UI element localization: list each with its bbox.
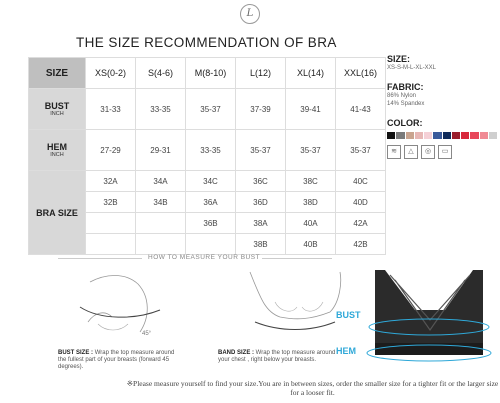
table-cell (136, 234, 186, 255)
table-cell: 39-41 (286, 89, 336, 130)
band-size-caption-text: Wrap the top measure around your chest , right below your breasts. (218, 350, 336, 363)
fabric-line: 14% Spandex (387, 101, 425, 107)
size-col-header: M(8-10) (186, 58, 236, 89)
table-cell: 35-37 (236, 130, 286, 171)
hem-row (29, 130, 386, 171)
size-table (28, 57, 386, 255)
table-cell: 32B (86, 192, 136, 213)
table-cell: 42B (336, 234, 386, 255)
bust-size-caption-text: Wrap the top measure around the fullest part of your breasts (forward 45 degrees). (58, 350, 175, 370)
bra-body (375, 270, 483, 355)
divider-left (58, 258, 142, 259)
size-col-header: XS(0-2) (86, 58, 136, 89)
table-cell: 31-33 (86, 89, 136, 130)
table-cell: 36D (236, 192, 286, 213)
band-size-caption-label: BAND SIZE : (218, 350, 254, 356)
table-cell: 37-39 (236, 89, 286, 130)
color-swatches (387, 132, 497, 139)
table-cell (186, 234, 236, 255)
table-cell (136, 213, 186, 234)
no-bleach-icon: △ (404, 145, 418, 159)
fabric-line: 86% Nylon (387, 93, 417, 99)
size-spec-title: SIZE: (387, 54, 411, 64)
hem-unit: INCH (50, 152, 64, 158)
size-col-header: L(12) (236, 58, 286, 89)
size-col-header: XXL(16) (336, 58, 386, 89)
size-spec-value: XS-S-M-L-XL-XXL (387, 65, 437, 71)
table-cell: 41-43 (336, 89, 386, 130)
bust-size-caption-label: BUST SIZE : (58, 350, 94, 356)
tumble-dry-icon: ◎ (421, 145, 435, 159)
brand-logo: L (240, 4, 260, 24)
table-cell: 38D (286, 192, 336, 213)
bra-product-image (355, 255, 500, 375)
table-cell: 42A (336, 213, 386, 234)
hem-label: HEM (47, 142, 67, 152)
hem-label-overlay: HEM (336, 346, 356, 356)
table-cell: 27-29 (86, 130, 136, 171)
color-swatch (415, 132, 423, 139)
table-cell: 34A (136, 171, 186, 192)
table-cell: 38A (236, 213, 286, 234)
table-cell: 32A (86, 171, 136, 192)
table-cell: 33-35 (186, 130, 236, 171)
color-swatch (452, 132, 460, 139)
color-swatch (470, 132, 478, 139)
bust-row-header (29, 89, 86, 130)
bust-row (29, 89, 386, 130)
table-cell: 29-31 (136, 130, 186, 171)
table-cell: 36C (236, 171, 286, 192)
color-swatch (443, 132, 451, 139)
table-cell: 36B (186, 213, 236, 234)
iron-icon: ▭ (438, 145, 452, 159)
table-cell: 40D (336, 192, 386, 213)
bust-unit: INCH (50, 111, 64, 117)
table-cell: 35-37 (186, 89, 236, 130)
hem-row-header (29, 130, 86, 171)
table-cell: 35-37 (286, 130, 336, 171)
table-cell: 33-35 (136, 89, 186, 130)
table-cell: 40B (286, 234, 336, 255)
bust-label-overlay: BUST (336, 310, 361, 320)
care-icons (387, 145, 497, 159)
size-header-label: SIZE (29, 58, 86, 89)
table-cell: 34B (136, 192, 186, 213)
product-specs (387, 54, 497, 159)
size-header-row (29, 58, 386, 89)
sizing-note: ※Please measure yourself to find your size.You are in between sizes, order the smaller size for a tighter fit or the larger size for a looser fit. (126, 379, 499, 397)
table-cell: 40A (286, 213, 336, 234)
angle-label: 45° (142, 331, 152, 337)
table-cell: 38C (286, 171, 336, 192)
color-swatch (424, 132, 432, 139)
color-swatch (387, 132, 395, 139)
color-swatch (433, 132, 441, 139)
bust-measure-illustration (80, 276, 160, 333)
band-size-caption (218, 350, 338, 364)
page-title: THE SIZE RECOMMENDATION OF BRA (76, 35, 337, 50)
size-col-header: S(4-6) (136, 58, 186, 89)
divider-right (262, 258, 332, 259)
bra-size-row (29, 171, 386, 192)
fabric-title: FABRIC: (387, 82, 424, 92)
bra-size-row-header: BRA SIZE (29, 171, 86, 255)
wash-icon: ≋ (387, 145, 401, 159)
color-swatch (406, 132, 414, 139)
color-swatch (461, 132, 469, 139)
table-cell: 38B (236, 234, 286, 255)
table-cell: 34C (186, 171, 236, 192)
bust-size-caption (58, 350, 183, 371)
bust-label: BUST (44, 101, 70, 111)
table-cell (86, 213, 136, 234)
color-swatch (480, 132, 488, 139)
color-swatch (396, 132, 404, 139)
band-measure-illustration (250, 272, 341, 330)
color-swatch (489, 132, 497, 139)
color-title: COLOR: (387, 118, 423, 128)
how-to-measure-title: HOW TO MEASURE YOUR BUST (148, 254, 261, 261)
table-cell (86, 234, 136, 255)
table-cell: 36A (186, 192, 236, 213)
table-cell: 35-37 (336, 130, 386, 171)
size-col-header: XL(14) (286, 58, 336, 89)
table-cell: 40C (336, 171, 386, 192)
